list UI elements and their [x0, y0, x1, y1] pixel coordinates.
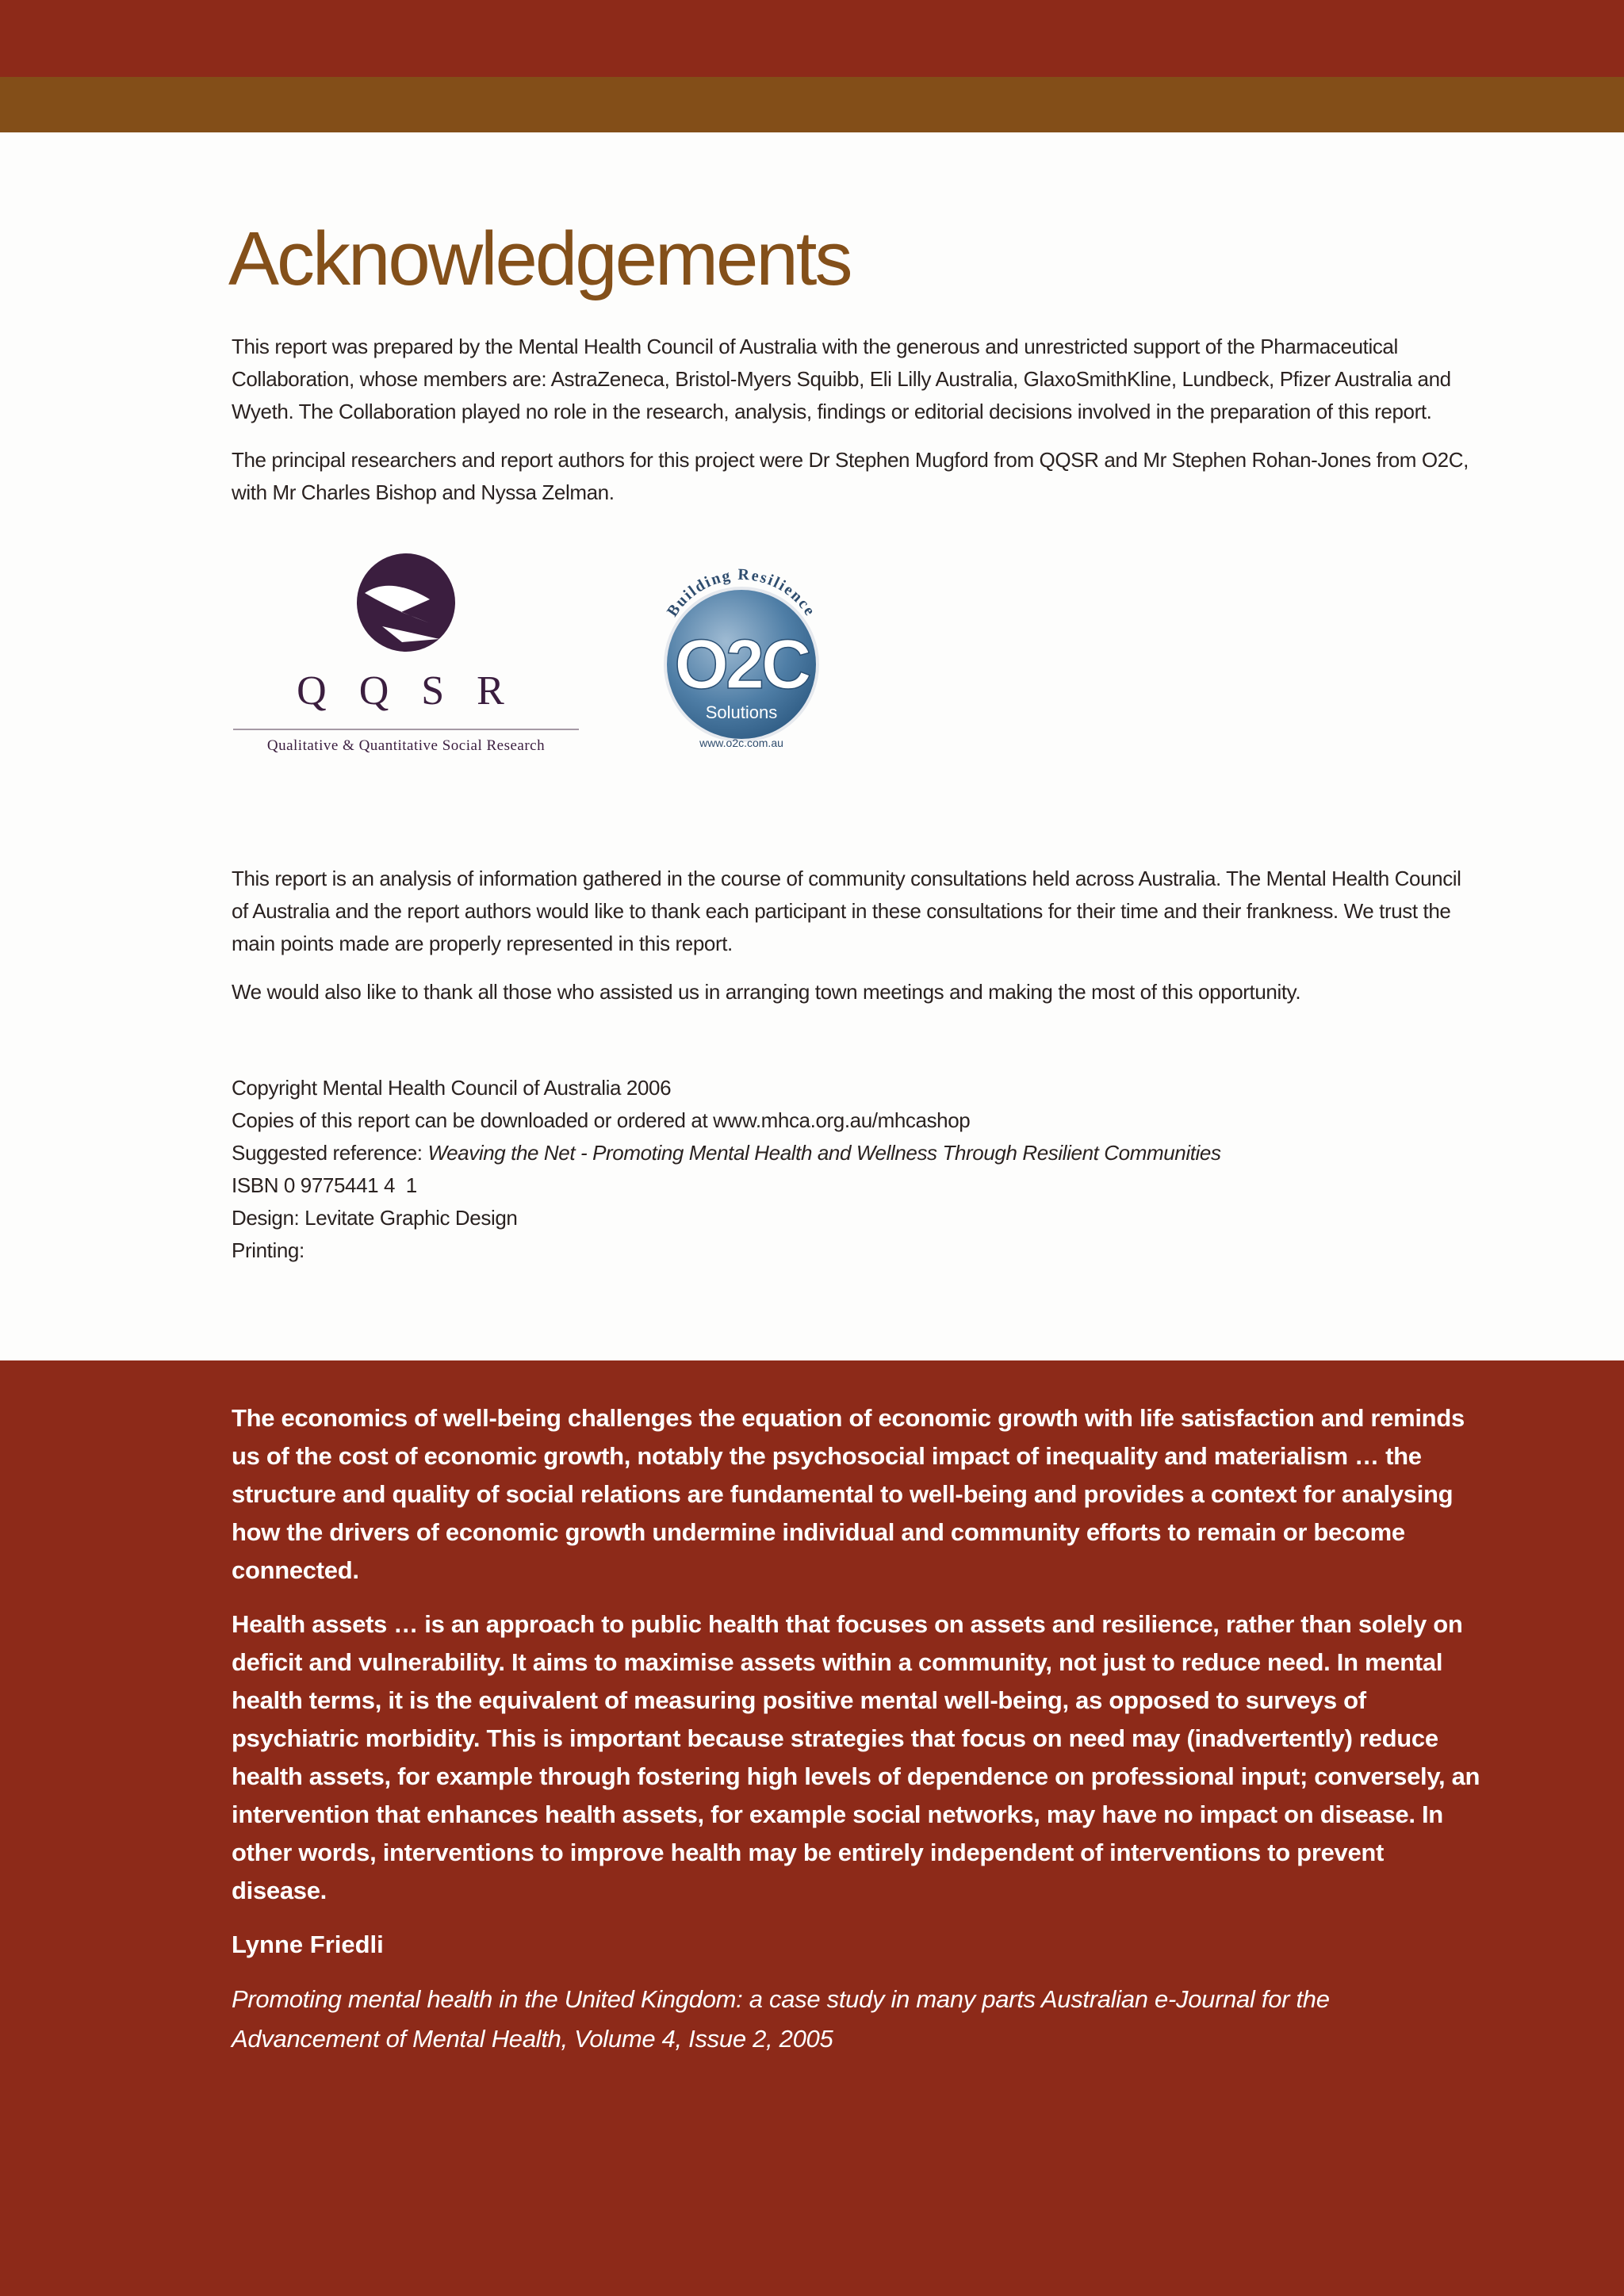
intro-section — [232, 331, 1469, 509]
analysis-section — [232, 863, 1469, 1008]
isbn-line: ISBN 0 9775441 4 1 — [232, 1173, 417, 1197]
quote-source: Promoting mental health in the United Kingdom: a case study in many parts Australian e-Journal for the Advancement of Mental Health, Volume 4, Issue 2, 2005 — [232, 1985, 1330, 2053]
page-title: Acknowledgements — [228, 216, 851, 301]
o2c-sub: Solutions — [705, 702, 778, 722]
intro-paragraph: The principal researchers and report authors for this project were Dr Stephen Mugford from QQSR and Mr Stephen Rohan-Jones from O2C, with Mr Charles Bishop and Nyssa Zelman. — [232, 448, 1469, 504]
credits-section — [232, 1072, 1469, 1267]
copyright-line: Copyright Mental Health Council of Australia 2006 — [232, 1076, 672, 1100]
intro-paragraph: This report was prepared by the Mental Health Council of Australia with the generous and unrestricted support of the Pharmaceutical Collaboration, whose members are: AstraZeneca, Bristol-Myers Squibb, Eli Lilly Australia, GlaxoSmithKline, Lundbeck, Pfizer Australia and Wyeth. The Collaboration played no role in the research, analysis, findings or editorial decisions involved in the preparation of this report. — [232, 335, 1451, 423]
analysis-paragraph: This report is an analysis of information gathered in the course of community consultations held across Australia. The Mental Health Council of Australia and the report authors would like to thank each participant in these consultations for their time and their frankness. We trust the main points made are properly represented in this report. — [232, 867, 1461, 955]
qqsr-logo — [232, 553, 580, 767]
header-stripe — [0, 77, 1624, 132]
analysis-paragraph: We would also like to thank all those who assisted us in arranging town meetings and making the most of this opportunity. — [232, 980, 1301, 1004]
partner-logos — [232, 553, 866, 767]
qqsr-tagline: Qualitative & Quantitative Social Research — [266, 737, 546, 754]
header-band — [0, 0, 1624, 77]
o2c-logo — [650, 561, 833, 752]
o2c-main: O2C — [674, 625, 809, 703]
quote-paragraph: The economics of well-being challenges the equation of economic growth with life satisfaction and reminds us of the cost of economic growth, notably the psychosocial impact of inequality and materialism … the structure and quality of social relations are fundamental to well-being and provides a context for analysing how the drivers of economic growth undermine individual and community efforts to remain or become connected. — [232, 1404, 1465, 1584]
qqsr-letters: Q Q S R — [297, 668, 515, 714]
reference-title: Weaving the Net - Promoting Mental Health and Wellness Through Resilient Communities — [427, 1141, 1221, 1165]
reference-line — [232, 1137, 1469, 1169]
reference-label: Suggested reference: — [232, 1141, 428, 1165]
quote-section — [232, 1399, 1484, 2059]
design-line: Design: Levitate Graphic Design — [232, 1206, 518, 1230]
o2c-arc-text: Building Resilience — [663, 565, 820, 620]
quote-author: Lynne Friedli — [232, 1931, 384, 1958]
copies-line: Copies of this report can be downloaded or ordered at www.mhca.org.au/mhcashop — [232, 1108, 971, 1132]
printing-line: Printing: — [232, 1238, 304, 1262]
quote-paragraph: Health assets … is an approach to public health that focuses on assets and resilience, rather than solely on deficit and vulnerability. It aims to maximise assets within a community, not just to reduce need. In mental health terms, it is the equivalent of measuring positive mental well-being, as opposed to surveys of psychiatric morbidity. This is important because strategies that focus on need may (inadvertently) reduce health assets, for example through fostering high levels of dependence on professional input; conversely, an intervention that enhances health assets, for example social networks, may have no impact on disease. In other words, interventions to improve health may be entirely independent of interventions to prevent disease. — [232, 1610, 1480, 1904]
o2c-url: www.o2c.com.au — [699, 737, 783, 749]
